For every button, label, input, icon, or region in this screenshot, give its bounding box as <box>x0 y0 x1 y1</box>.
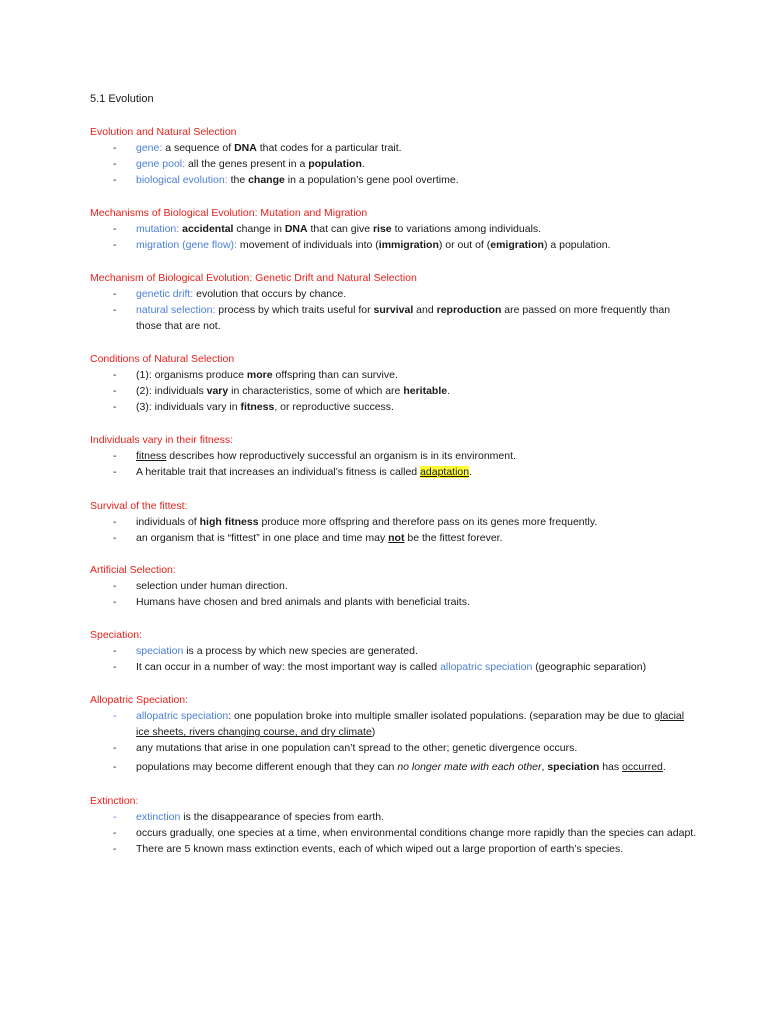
bullet-dash: - <box>113 742 117 754</box>
bullet-dash: - <box>113 304 117 316</box>
list-item: - mutation: accidental change in DNA that can give rise to variations among individuals. <box>113 223 542 235</box>
list-item: - (3): individuals vary in fitness, or reproductive success. <box>113 401 394 413</box>
section-heading: Mechanisms of Biological Evolution: Mutation and Migration <box>90 207 368 219</box>
document-title: 5.1 Evolution <box>90 93 154 105</box>
section-heading: Speciation: <box>90 629 142 641</box>
bullet-dash: - <box>113 158 117 170</box>
list-item: - natural selection: process by which traits useful for survival and reproduction are passed on more frequently than those that are not. <box>113 304 671 332</box>
bullet-dash: - <box>113 288 117 300</box>
section-evolution-natural-selection <box>90 124 690 188</box>
section-speciation <box>90 627 690 675</box>
list-item: - It can occur in a number of way: the most important way is called allopatric speciation (geographic separation) <box>113 661 647 673</box>
bullet-dash: - <box>113 223 117 235</box>
section-heading: Artificial Selection: <box>90 564 176 576</box>
bullet-dash: - <box>113 596 117 608</box>
list-item: - fitness describes how reproductively successful an organism is in its environment. <box>113 450 516 462</box>
bullet-dash: - <box>113 142 117 154</box>
section-heading: Allopatric Speciation: <box>90 694 189 706</box>
bullet-dash: - <box>113 369 117 381</box>
list-item: - migration (gene flow): movement of individuals into (immigration) or out of (emigration) a population. <box>113 239 611 251</box>
bullet-dash: - <box>113 516 117 528</box>
list-item: - extinction is the disappearance of species from earth. <box>113 811 385 823</box>
bullet-dash: - <box>113 385 117 397</box>
bullet-dash: - <box>113 645 117 657</box>
list-item: - A heritable trait that increases an individual’s fitness is called adaptation. <box>113 466 473 478</box>
bullet-dash: - <box>113 843 117 855</box>
section-survival-fittest <box>90 498 690 546</box>
bullet-dash: - <box>113 174 117 186</box>
bullet-dash: - <box>113 239 117 251</box>
list-item: - selection under human direction. <box>113 580 288 592</box>
list-item: - genetic drift: evolution that occurs by chance. <box>113 288 347 300</box>
list-item: - (2): individuals vary in characteristics, some of which are heritable. <box>113 385 450 397</box>
list-item: - occurs gradually, one species at a time, when environmental conditions change more rapidly than the species can adapt. <box>113 827 697 839</box>
bullet-dash: - <box>113 827 117 839</box>
section-heading: Conditions of Natural Selection <box>90 353 235 365</box>
list-item: - There are 5 known mass extinction events, each of which wiped out a large proportion of earth’s species. <box>113 843 624 855</box>
list-item: - gene: a sequence of DNA that codes for a particular trait. <box>113 142 402 154</box>
list-item: - speciation is a process by which new species are generated. <box>113 645 418 657</box>
bullet-dash: - <box>113 811 117 823</box>
section-allopatric-speciation <box>90 692 690 775</box>
list-item: - biological evolution: the change in a population’s gene pool overtime. <box>113 174 459 186</box>
bullet-dash: - <box>113 401 117 413</box>
section-drift-natural-selection <box>90 270 690 334</box>
list-item: - Humans have chosen and bred animals and plants with beneficial traits. <box>113 596 470 608</box>
bullet-dash: - <box>113 661 117 673</box>
bullet-dash: - <box>113 532 117 544</box>
bullet-dash: - <box>113 450 117 462</box>
bullet-dash: - <box>113 710 117 722</box>
list-item: - individuals of high fitness produce more offspring and therefore pass on its genes more frequently. <box>113 516 598 528</box>
section-heading: Survival of the fittest: <box>90 500 188 512</box>
bullet-dash: - <box>113 761 117 773</box>
highlighted-term: adaptation <box>420 466 470 478</box>
section-extinction <box>90 793 697 857</box>
section-heading: Mechanism of Biological Evolution: Genetic Drift and Natural Selection <box>90 272 417 284</box>
bullet-dash: - <box>113 580 117 592</box>
list-item: - allopatric speciation: one population broke into multiple smaller isolated populations. (separation may be due to glacial ice sheets, rivers changing course, and dry climate) <box>113 710 685 738</box>
bullet-dash: - <box>113 466 117 478</box>
list-item: - any mutations that arise in one population can’t spread to the other; genetic divergence occurs. <box>113 742 578 754</box>
list-item: - (1): organisms produce more offspring than can survive. <box>113 369 398 381</box>
list-item: - populations may become different enough that they can no longer mate with each other, speciation has occurred. <box>113 761 666 773</box>
section-heading: Individuals vary in their fitness: <box>90 434 233 446</box>
section-heading: Extinction: <box>90 795 139 807</box>
section-mutation-migration <box>90 205 690 253</box>
section-heading: Evolution and Natural Selection <box>90 126 237 138</box>
section-fitness-variation <box>90 432 690 480</box>
section-artificial-selection <box>90 562 690 610</box>
list-item: - an organism that is “fittest” in one place and time may not be the fittest forever. <box>113 532 503 544</box>
section-conditions-natural-selection <box>90 351 690 415</box>
list-item: - gene pool: all the genes present in a population. <box>113 158 365 170</box>
